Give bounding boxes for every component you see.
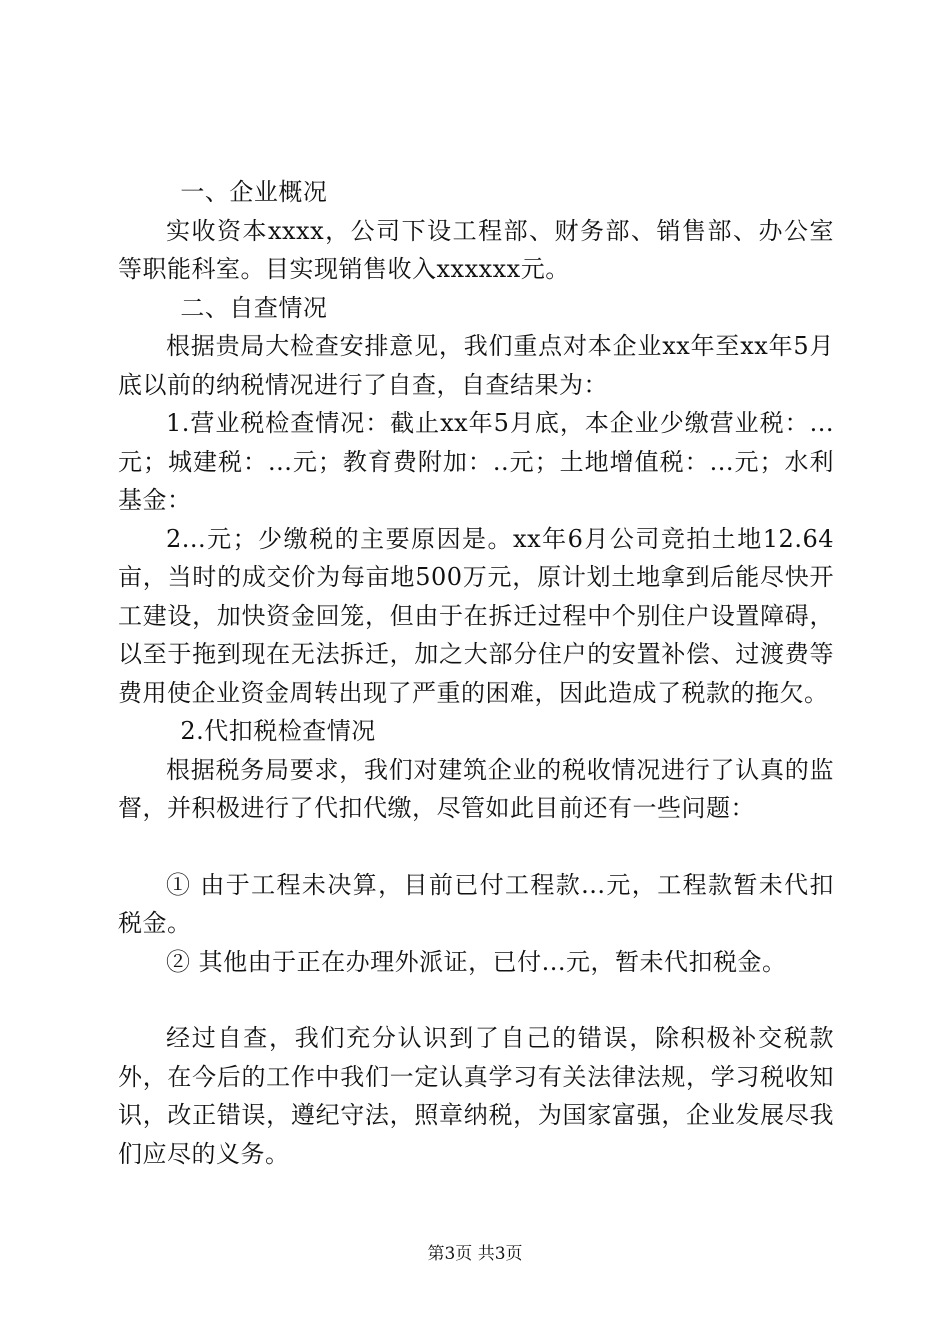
subheading-withholding-tax: 2.代扣税检查情况	[180, 717, 376, 745]
blank-line	[118, 828, 834, 866]
document-body	[118, 173, 834, 1173]
section-heading-self-inspection: 二、自查情况	[180, 293, 328, 322]
blank-line	[118, 981, 834, 1019]
paragraph-conclusion: 经过自查，我们充分认识到了自己的错误，除积极补交税款外，在今后的工作中我们一定认真学习有关法律法规，学习税收知识，改正错误，遵纪守法，照章纳税，为国家富强，企业发展尽我们应尽的义务。	[118, 1024, 834, 1168]
page-number-footer: 第3页 共3页	[427, 1244, 523, 1264]
paragraph-underpayment-reason: 2...元；少缴税的主要原因是。xx年6月公司竞拍土地12.64亩，当时的成交价为每亩地500万元，原计划土地拿到后能尽快开工建设，加快资金回笼，但由于在拆迁过程中个别住户设置障碍，以至于拖到现在无法拆迁，加之大部分住户的安置补偿、过渡费等费用使企业资金周转出现了严重的困难，因此造成了税款的拖欠。	[118, 524, 834, 707]
paragraph-inspection-intro: 根据贵局大检查安排意见，我们重点对本企业xx年至xx年5月底以前的纳税情况进行了自查，自查结果为：	[118, 332, 834, 399]
paragraph-withholding-intro: 根据税务局要求，我们对建筑企业的税收情况进行了认真的监督，并积极进行了代扣代缴，尽管如此目前还有一些问题：	[118, 755, 834, 822]
paragraph-business-tax: 1.营业税检查情况：截止xx年5月底，本企业少缴营业税：...元；城建税：...元；教育费附加：..元；土地增值税：...元；水利基金：	[118, 409, 834, 514]
list-item-issue-2: ② 其他由于正在办理外派证，已付...元，暂未代扣税金。	[166, 947, 787, 976]
paragraph-enterprise-overview: 实收资本xxxx，公司下设工程部、财务部、销售部、办公室等职能科室。目实现销售收入xxxxxx元。	[118, 216, 834, 283]
section-heading-enterprise-overview: 一、企业概况	[180, 178, 328, 206]
list-item-issue-1: ① 由于工程未决算，目前已付工程款...元，工程款暂未代扣税金。	[118, 870, 834, 937]
